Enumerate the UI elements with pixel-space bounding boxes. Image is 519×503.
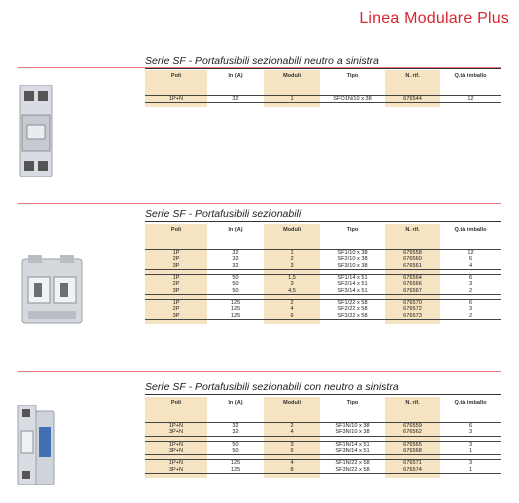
cell-moduli: 3 <box>264 441 320 448</box>
col-header-in: In (A) <box>207 70 264 96</box>
cell-qta: 2 <box>440 312 501 319</box>
cell-rif: 676562 <box>385 429 440 436</box>
cell-qta: 1 <box>440 448 501 455</box>
cell-rif: 676574 <box>385 466 440 473</box>
section-title: Serie SF - Portafusibili sezionabili <box>145 208 302 220</box>
cell-rif: 676573 <box>385 312 440 319</box>
cell-in: 50 <box>207 448 264 455</box>
cell-rif: 676558 <box>385 250 440 257</box>
section-title: Serie SF - Portafusibili sezionabili con neutro a sinistra <box>145 381 399 393</box>
cell-tipo: SF3N/10 x 38 <box>320 429 385 436</box>
cell-in: 50 <box>207 441 264 448</box>
cell-rif: 676560 <box>385 256 440 262</box>
col-header-moduli: Moduli <box>264 70 320 96</box>
cell-in: 32 <box>232 250 239 257</box>
cell-moduli: 4 <box>264 460 320 467</box>
cell-qta: 6 <box>440 274 501 281</box>
cell-rif: 676564 <box>385 274 440 281</box>
cell-rif: 676567 <box>385 287 440 294</box>
cell-qta: 6 <box>468 423 473 430</box>
cell-qta: 1 <box>440 466 501 473</box>
cell-qta: 12 <box>467 250 474 257</box>
cell-poli: 3P+N <box>145 466 207 473</box>
col-header-qta: Q.tà imballo <box>440 224 501 250</box>
col-header-in: In (A) <box>207 397 264 423</box>
cell-in: 125 <box>207 460 264 467</box>
col-header-moduli: Moduli <box>264 397 320 423</box>
cell-tipo: SF3/22 x 58 <box>320 312 385 319</box>
cell-rif: 676572 <box>385 306 440 312</box>
cell-in: 32 <box>232 256 239 263</box>
cell-moduli: 1,5 <box>264 274 320 281</box>
cell-in: 125 <box>230 306 241 313</box>
section-divider <box>18 203 501 204</box>
col-header-tipo: Tipo <box>320 224 385 250</box>
cell-tipo: SF3N/14 x 51 <box>320 448 385 455</box>
cell-moduli: 3 <box>264 263 320 270</box>
cell-poli: 2P <box>145 306 207 312</box>
cell-poli: 2P <box>145 281 207 287</box>
cell-in: 50 <box>232 281 239 288</box>
spec-table-1 <box>145 70 501 107</box>
cell-qta: 3 <box>440 441 501 448</box>
cell-in: 125 <box>207 312 264 319</box>
section-title-underline <box>145 394 501 395</box>
cell-qta: 6 <box>468 256 473 263</box>
cell-rif: 676559 <box>385 423 440 430</box>
cell-poli: 1P+N <box>145 460 207 467</box>
cell-tipo: SF2/22 x 58 <box>337 306 368 313</box>
cell-tipo: SF3N/22 x 58 <box>320 466 385 473</box>
table-row <box>145 460 501 467</box>
cell-moduli: 1 <box>264 250 320 257</box>
spec-table-3 <box>145 397 501 478</box>
cell-tipo: SF1/14 x 51 <box>320 274 385 281</box>
cell-tipo: SF2/14 x 51 <box>337 281 368 288</box>
cell-tipo: SF2/10 x 38 <box>337 256 368 263</box>
cell-in: 50 <box>207 287 264 294</box>
cell-rif: 676570 <box>385 299 440 306</box>
col-header-qta: Q.tà imballo <box>440 397 501 423</box>
col-header-moduli: Moduli <box>264 224 320 250</box>
table-row <box>145 429 501 436</box>
cell-qta: 3 <box>468 306 473 313</box>
cell-in: 50 <box>207 274 264 281</box>
cell-in: 125 <box>207 299 264 306</box>
table-row <box>145 423 501 430</box>
cell-moduli: 8 <box>264 466 320 473</box>
cell-in: 32 <box>232 423 239 430</box>
cell-moduli: 3 <box>264 281 320 287</box>
table-row <box>145 466 501 473</box>
col-header-poli: Poli <box>145 224 207 250</box>
section-title-underline <box>145 221 501 222</box>
section-divider <box>18 371 501 372</box>
cell-in: 32 <box>207 429 264 436</box>
cell-in: 125 <box>207 466 264 473</box>
brand-title: Linea Modulare Plus <box>359 10 509 27</box>
cell-rif: 676568 <box>385 448 440 455</box>
cell-rif: 676566 <box>385 281 440 287</box>
cell-qta: 6 <box>440 299 501 306</box>
cell-moduli: 6 <box>264 312 320 319</box>
table-row <box>145 287 501 294</box>
cell-qta: 4 <box>440 263 501 270</box>
fuse-holder-1pn-image <box>18 85 54 177</box>
cell-poli: 1P <box>145 274 207 281</box>
fuse-holder-multipole-image <box>20 255 84 327</box>
cell-poli: 2P <box>145 256 207 262</box>
cell-poli: 3P <box>145 287 207 294</box>
cell-in: 32 <box>207 263 264 270</box>
cell-moduli: 4,5 <box>264 287 320 294</box>
cell-poli: 3P+N <box>145 429 207 436</box>
cell-qta: 2 <box>440 287 501 294</box>
cell-poli: 1P <box>145 250 207 257</box>
spec-table-2 <box>145 224 501 324</box>
cell-qta: 3 <box>440 429 501 436</box>
cell-tipo: SF1N/14 x 51 <box>320 441 385 448</box>
table-row <box>145 299 501 306</box>
cell-poli: 1P+N <box>145 441 207 448</box>
cell-tipo: SF3/14 x 51 <box>320 287 385 294</box>
cell-moduli: 2 <box>264 299 320 306</box>
col-header-rif: N. rif. <box>385 224 440 250</box>
cell-poli: 3P+N <box>145 448 207 455</box>
cell-rif: 676561 <box>385 263 440 270</box>
cell-poli: 1P+N <box>145 96 207 103</box>
col-header-tipo: Tipo <box>320 397 385 423</box>
col-header-poli: Poli <box>145 397 207 423</box>
cell-rif: 676571 <box>385 460 440 467</box>
section-title: Serie SF - Portafusibili sezionabili neutro a sinistra <box>145 55 379 67</box>
cell-poli: 1P <box>145 299 207 306</box>
table-row <box>145 274 501 281</box>
col-header-in: In (A) <box>207 224 264 250</box>
cell-poli: 1P+N <box>145 423 207 430</box>
cell-qta: 3 <box>440 460 501 467</box>
fuse-holder-neutral-image <box>16 405 56 485</box>
cell-moduli: 2 <box>264 256 320 262</box>
cell-qta: 3 <box>468 281 473 288</box>
cell-tipo: SF1/10 x 38 <box>337 250 368 257</box>
cell-tipo: SF1N/22 x 58 <box>320 460 385 467</box>
col-header-poli: Poli <box>145 70 207 96</box>
cell-tipo: SF1/22 x 58 <box>320 299 385 306</box>
section-title-underline <box>145 68 501 69</box>
cell-rif: 676544 <box>385 96 440 103</box>
cell-moduli: 1 <box>264 96 320 103</box>
col-header-tipo: Tipo <box>320 70 385 96</box>
table-row <box>145 312 501 319</box>
cell-moduli: 6 <box>264 448 320 455</box>
col-header-qta: Q.tà imballo <box>440 70 501 96</box>
cell-qta: 12 <box>440 96 501 103</box>
cell-poli: 3P <box>145 263 207 270</box>
cell-moduli: 4 <box>264 306 320 312</box>
cell-moduli: 4 <box>264 429 320 436</box>
cell-poli: 3P <box>145 312 207 319</box>
table-row <box>145 263 501 270</box>
cell-tipo: SFO1N/10 x 38 <box>320 96 385 103</box>
cell-rif: 676565 <box>385 441 440 448</box>
table-row <box>145 448 501 455</box>
table-row <box>145 441 501 448</box>
cell-tipo: SF3/10 x 38 <box>320 263 385 270</box>
cell-tipo: SF1N/10 x 38 <box>335 423 370 430</box>
cell-moduli: 2 <box>264 423 320 430</box>
table-row <box>145 250 501 257</box>
table-row <box>145 96 501 103</box>
col-header-rif: N. rif. <box>385 397 440 423</box>
col-header-rif: N. rif. <box>385 70 440 96</box>
cell-in: 32 <box>207 96 264 103</box>
